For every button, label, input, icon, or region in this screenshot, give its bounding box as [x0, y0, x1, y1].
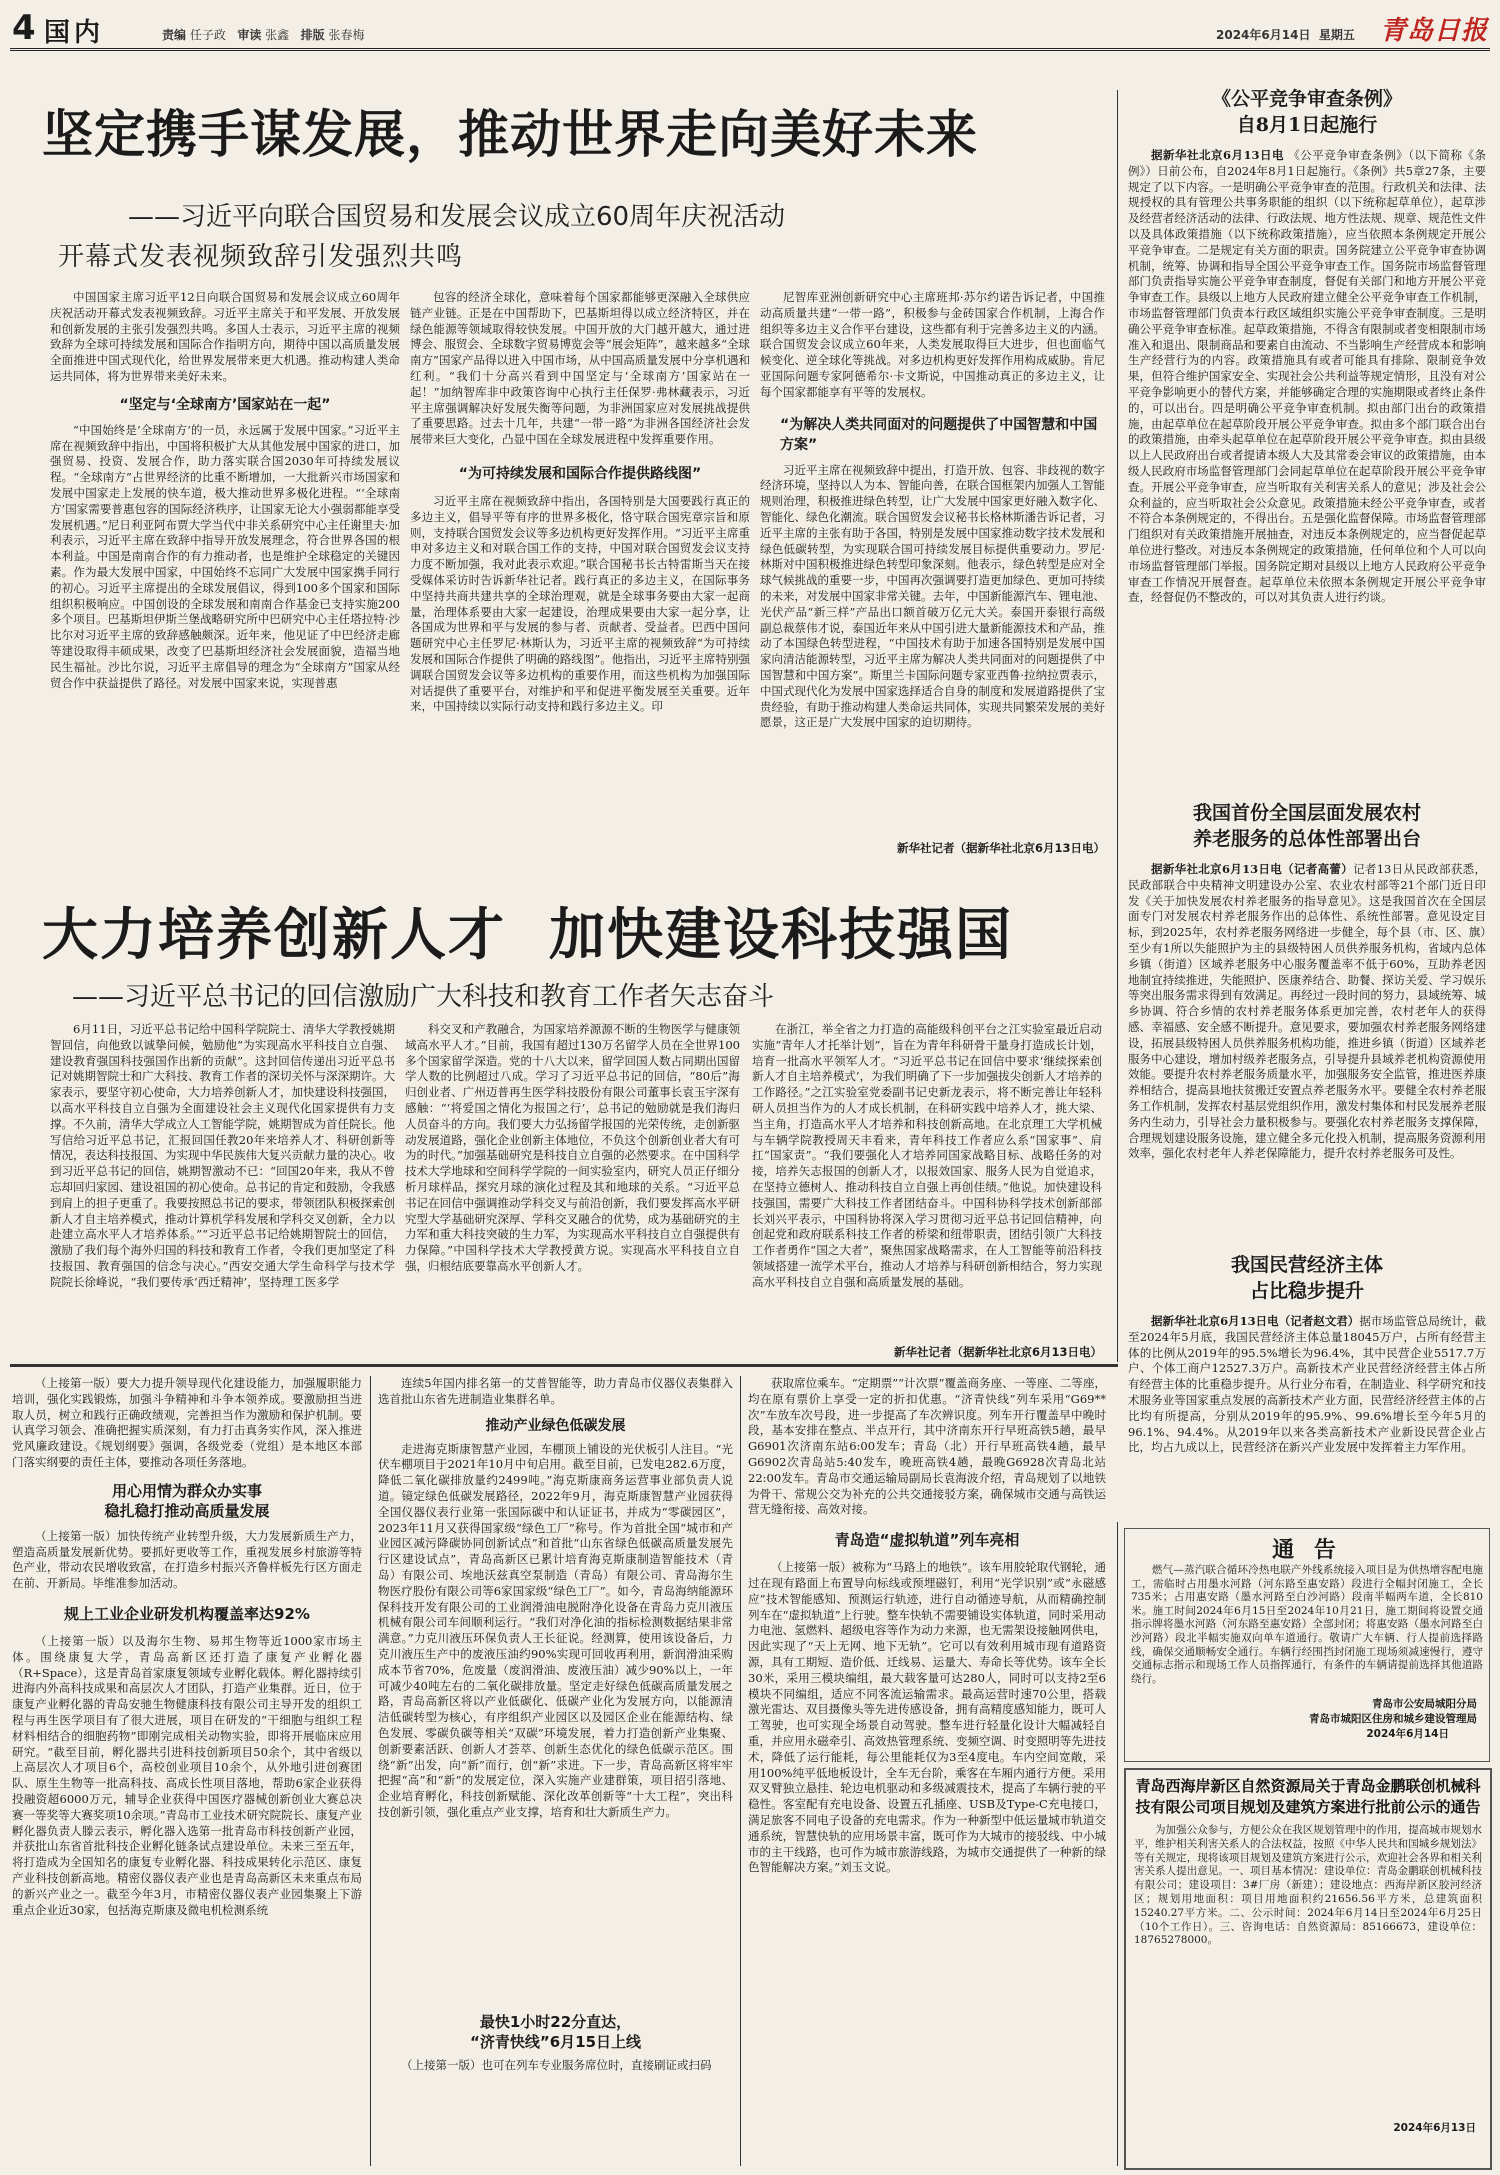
- lead-col2-text: 包容的经济全球化，意味着每个国家都能够更深融入全球供应链产业链。正是在中国帮助下，巴基斯坦得以成立经济特区，并在绿色能源等领域取得较快发展。中国开放的大门越开越大，通过进博会、服贸会、全球数字贸易博览会等“展会矩阵”，越来越多“全球南方”国家产品得以进入中国市场，从中国高质量发展中分享机遇和红利。“我们十分高兴看到中国坚定与‘全球南方’国家站在一起！”加纳智库非中政策咨询中心执行主任保罗·弗林藏表示，习近平主席强调解决好发展失衡等问题，为非洲国家应对发展挑战提供了重要思路。过去十几年，共建“一带一路”为非洲各国经济社会发展带来巨大变化，凸显中国在全球发展进程中发挥重要作用。: [410, 290, 750, 447]
- second-byline: 新华社记者（据新华社北京6月13日电）: [893, 1345, 1102, 1359]
- right-a1-body: 《公平竞争审查条例》（以下简称《条例》）日前公布，自2024年8月1日起施行。《条例》共5章27条，主要规定了以下内容。一是明确公平竞争审查的范围。行政机关和法律、法规授权的具有管理公共事务职能的组织（以下统称起草单位），起草涉及经营者经济活动的法律、行政法规、地方性法规、规章、规范性文件以及具体政策措施（以下统称政策措施），应当依照本条例规定开展公平竞争审查。二是规定有关方面的职责。国务院建立公平竞争审查协调机制，统筹、协调和指导全国公平竞争审查工作。国务院市场监督管理部门负责指导实施公平竞争审查制度，督促有关部门和地方开展公平竞争审查工作。县级以上地方人民政府建立健全公平竞争审查工作机制，市场监督管理部门负责本行政区域组织实施公平竞争审查制度。三是明确公平竞争审查标准。起草政策措施，不得含有限制或者变相限制市场准入和退出、限制商品和要素自由流动、不当影响生产经营成本和影响生产经营行为的内容。政策措施具有或者可能具有排除、限制竞争效果，但符合维护国家安全、实现社会公共利益等规定情形，且没有对公平竞争影响更小的替代方案，并能够确定合理的实施期限或者终止条件的，可以出台。四是明确公平竞争审查机制。拟由部门出台的政策措施，由起草单位在起草阶段开展公平竞争审查。拟由多个部门联合出台的政策措施，由牵头起草单位在起草阶段开展公平竞争审查。拟由县级以上人民政府出台或者提请本级人大及其常委会审议的政策措施，由本级人民政府市场监督管理部门会同起草单位在起草阶段开展公平竞争审查。开展公平竞争审查，应当听取有关利害关系人的意见；涉及社会公众利益的，应当听取社会公众意见。政策措施未经公平竞争审查，或者不符合本条例规定的，不得出台。五是强化监督保障。市场监督管理部门组织对有关政策措施开展抽查，对违反本条例规定的，应当督促起草单位进行整改。对违反本条例规定的政策措施，任何单位和个人可以向市场监督管理部门举报。国务院定期对县级以上地方人民政府公平竞争审查工作情况开展督查。起草单位未依照本条例规定开展公平竞争审查，经督促仍不整改的，可以对其负责人进行约谈。: [1128, 148, 1486, 605]
- page-number: 4: [12, 8, 36, 48]
- second-col-2: [405, 1022, 740, 1360]
- bottom-c3-sub1: 青岛造“虚拟轨道”列车亮相: [834, 1531, 1020, 1550]
- lead-headline: 坚定携手谋发展，推动世界走向美好未来: [42, 105, 979, 165]
- notice-body: 燃气—蒸汽联合循环冷热电联产外线系统接入项目是为供热增容配电施工，需临时占用墨水河路（河东路至惠安路）段进行全幅封闭施工，全长735米；占用惠安路（墨水河路至白沙河路）段南半幅两车道，全长810米。施工时间2024年6月15日至2024年10月21日，施工期间将设置交通指示牌将墨水河路（河东路至惠安路）全部封闭；将惠安路（墨水河路至白沙河路）段北半幅实施双向单车道通行。敬请广大车辆、行人提前选择路线，确保交通顺畅安全通行。车辆行经围挡封闭施工现场须减速慢行，遵守交通标志指示和现场工作人员指挥通行，有条件的车辆请提前选择其他道路绕行。: [1131, 1564, 1483, 1685]
- notice-title: 通 告: [1272, 1537, 1342, 1563]
- bottom-c1-p2: （上接第一版）加快传统产业转型升级，大力发展新质生产力，塑造高质量发展新优势。要抓好更收等工作，重视发展乡村旅游等特色产业，带动农民增收致富，在打造乡村振兴齐鲁样板先行区方面走在前、开新局。毕维准参加活动。: [12, 1528, 362, 1591]
- lead-subtitle-2: “为可持续发展和国际合作提供路线图”: [458, 465, 702, 482]
- right-a1-title-1: 《公平竞争审查条例》: [1211, 88, 1402, 110]
- planning-notice: [1124, 1768, 1492, 2170]
- lead-col1-text: 中国国家主席习近平12日向联合国贸易和发展会议成立60周年庆祝活动开幕式发表视频致辞。习近平主席关于和平发展、开放发展和创新发展的主张引发强烈共鸣。多国人士表示，习近平主席的视频致辞为全球可持续发展和国际合作指明方向，期待中国以高质量发展全面推进中国式现代化，给世界发展带来更大机遇。推动构建人类命运共同体，将为世界带来美好未来。: [50, 290, 400, 383]
- reviewer-label: 审读: [237, 28, 262, 42]
- section-name: 国内: [44, 18, 105, 48]
- right-a3-lead: 据新华社北京6月13日电: [1151, 1314, 1279, 1328]
- masthead: [10, 10, 1490, 51]
- bottom-c2-p1: 连续5年国内排名第一的艾普智能等，助力青岛市仪器仪表集群入选首批山东省先进制造业集群名单。: [378, 1376, 733, 1406]
- planning-title: 青岛西海岸新区自然资源局关于青岛金鹏联创机械科技有限公司项目规划及建筑方案进行批前公示的通告: [1135, 1777, 1481, 1816]
- bottom-c3-p1: 获取席位乘车。“定期票”“计次票”覆盖商务座、一等座、二等座，均在原有票价上享受一定的折扣优惠。“济青快线”列车采用“G69**次”车放车次号段，进一步提高了车次辨识度。列车开行覆盖早中晚时段，基本安排在整点、半点开行，其中济南东开行早班高铁5趟，最早G6901次济南东站6:00发车；青岛（北）开行早班高铁4趟，最早G6902次青岛站5:40发车，晚班高铁4趟，最晚G6928次青岛北站22:00发车。青岛市交通运输局副局长袁海波介绍，青岛规划了以地铁为骨干、常规公交为补充的公共交通接驳方案，确保城市交通与高铁运营无缝衔接、高效对接。: [748, 1376, 1106, 1517]
- right-a3-reporter: （记者赵文君）: [1278, 1314, 1360, 1328]
- right-article-1: [1128, 86, 1486, 780]
- right-a2-body: 记者13日从民政部获悉，民政部联合中央精神文明建设办公室、农业农村部等21个部门近日印发《关于加快发展农村养老服务的指导意见》。这是我国首次在全国层面专门对发展农村养老服务作出的总体性、系统性部署。意见设定目标，到2025年，农村养老服务网络进一步健全，每个县（市、区、旗）至少有1所以失能照护为主的县级特困人员供养服务机构，省域内总体乡镇（街道）区域养老服务中心服务覆盖率不低于60%，互助养老因地制宜持续推进，失能照护、医康养结合、助餐、探访关爱、学习娱乐等突出服务需求得到有效满足。再经过一段时间的努力，县域统筹、城乡协调、符合乡情的农村养老服务体系更加完善，农村老年人的获得感、幸福感、安全感不断提升。意见要求，要加强农村养老服务网络建设，拓展县级特困人员供养服务机构功能，推进乡镇（街道）区域养老服务中心建设，增加村级养老服务点，引导提升县域养老机构资源使用效能。要提升农村养老服务质量水平，加强服务安全监管，推进医养康养相结合，提高县地扶贫搬迁安置点养老服务水平。要健全农村养老服务工作机制，发挥农村基层党组织作用，激发村集体和村民发展养老服务内生动力，引导社会力量积极参与。要强化农村养老服务支撑保障，合理规划建设服务设施，建立健全多元化投入机制，提高服务资源利用效率，强化农村老年人养老保障能力，提升农村养老服务可及性。: [1128, 862, 1486, 1161]
- right-a1-lead: 据新华社北京6月13日电: [1151, 148, 1285, 162]
- bottom-c2-sub2-line1: 最快1小时22分直达，: [479, 2012, 632, 2031]
- bottom-c1-sub2: 规上工业企业研发机构覆盖率达92%: [64, 1604, 310, 1623]
- editor-label: 责编: [162, 28, 187, 42]
- right-a2-reporter: （记者高蕾）: [1282, 862, 1354, 876]
- right-a2-lead: 据新华社北京6月13日电: [1151, 862, 1283, 876]
- bottom-rule-3: [1117, 1522, 1118, 2166]
- bottom-c2-p3: （上接第一版）也可在列车专业服务席位时，直接刷证或扫码: [401, 2057, 712, 2072]
- bottom-c2-sub1: 推动产业绿色低碳发展: [485, 1417, 626, 1434]
- right-column-rule: [1117, 90, 1118, 1362]
- issue-date: 2024年6月14日: [1216, 28, 1311, 42]
- layout-editor-name: 张春梅: [328, 28, 365, 42]
- issue-weekday: 星期五: [1318, 28, 1355, 42]
- lead-col-2: [410, 290, 750, 840]
- layout-label: 排版: [300, 28, 325, 42]
- lead-col3b-text: 习近平主席在视频致辞中提出，打造开放、包容、非歧视的数字经济环境，坚持以人为本、智能向善，在联合国框架内加强人工智能规则治理，积极推进绿色转型，让广大发展中国家更好融入数字化、智能化、绿色化潮流。联合国贸发会议秘书长格林斯潘告诉记者，习近平主席的主张有助于各国，特别是发展中国家推动数字技术发展和绿色低碳转型，为实现联合国可持续发展目标提供重要动力。罗尼·林斯对中国积极推进绿色转型印象深刻。他表示，绿色转型是应对全球气候挑战的重要一步，中国再次强调要打造更加绿色、更加可持续的未来，对发展中国家非常关键。去年，中国新能源汽车、锂电池、光伏产品“新三样”产品出口额首破万亿元大关。泰国开泰银行高级副总裁蔡伟才说，泰国近年来从中国引进大量新能源技术和产品，推动了本国绿色转型进程，“中国技术有助于加速各国特别是发展中国家向清洁能源转型，习近平主席为解决人类共同面对的问题提供了中国智慧和中国方案”。斯里兰卡国际问题专家亚西鲁·拉纳拉贾表示，中国式现代化为发展中国家选择适合自身的制度和发展道路提供了宝贵经验，有助于推动构建人类命运共同体，实现共同繁荣发展的美好愿景，这正是广大发展中国家的迫切期待。: [760, 462, 1105, 730]
- notice-signer-1: 青岛市公安局城阳分局: [1372, 1698, 1477, 1710]
- notice-date: 2024年6月14日: [1366, 1728, 1449, 1740]
- second-subheadline: ——习近平总书记的回信激励广大科技和教育工作者矢志奋斗: [72, 982, 775, 1012]
- second-col3-text: 在浙江，举全省之力打造的高能级科创平台之江实验室最近启动实施“青年人才托举计划”，旨在为青年科研骨干量身打造成长计划，培育一批高水平领军人才。“习近平总书记在回信中要求‘继续探索创新人才自主培养模式’，为我们明确了下一步加强拔尖创新人才培养的工作路径。”之江实验室党委副书记史新龙表示，将不断完善让年轻科研人员担当作为的人才成长机制，在科研实践中培养人才，挑大梁、当主角，打造高水平人才培养和科技创新高地。在北京理工大学机械与车辆学院教授周天丰看来，青年科技工作者应么系“国家事”、肩扛“国家责”。“我们要强化人才培养同国家战略目标、战略任务的对接，培养矢志报国的创新人才，以报效国家、服务人民为自觉追求，在坚持立德树人、推动科技自立自强上再创佳绩。”他说。加快建设科技强国，需要广大科技工作者团结奋斗。中国科协科学技术创新部部长刘兴平表示，中国科协将深入学习贯彻习近平总书记回信精神，向创起党和政府联系科技工作者的桥梁和纽带职责，团结引领广大科技工作者勇作“国之大者”，聚焦国家战略需求，在人工智能等前沿科技领域搭建一流学术平台，推动人才培养与科研创新相结合，努力实现高水平科技自立自强和高质量发展的基础。: [752, 1022, 1102, 1289]
- right-a3-body: 据市场监管总局统计，截至2024年5月底，我国民营经济主体总量18045万户，占所有经营主体的比例从2019年的95.5%增长为96.4%，其中民营企业5517.7万户、个体工商户12527.3万户。高新技术产业民营经济经营主体占所有经营主体的比重稳步提升。从行业分布看，在制造业、科学研究和技术服务业等国家重点发展的高新技术产业方面，民营经济经营主体的占比均有所提高，分别从2019年的95.9%、99.6%增长至今年5月的96.1%、94.4%。从2019年以来各类高新技术产业新设民营企业占比，均占九成以上，民营经济在新兴产业发展中发挥着主力军作用。: [1128, 1314, 1486, 1455]
- lead-subtitle-3: “为解决人类共同面对的问题提供了中国智慧和中国方案”: [780, 416, 1098, 453]
- lead-col-1: [50, 290, 400, 840]
- second-col1-text: 6月11日，习近平总书记给中国科学院院士、清华大学教授姚期智回信，向他致以诚挚问候，勉励他“为实现高水平科技自立自强、建设教育强国科技强国作出新的贡献”。这封回信传递出习近平总书记对姚期智院士和广大科技、教育工作者的深切关怀与深深期许。大家表示，要坚守初心使命，大力培养创新人才，加快建设科技强国，以高水平科技自立自强为全面建设社会主义现代化国家提供有力支撑。不久前，清华大学成立人工智能学院，姚期智成为首任院长。他写信给习近平总书记，汇报回国任教20年来培养人才、科研创新等情况，表达科技报国、为实现中华民族伟大复兴贡献力量的决心。收到习近平总书记的回信，姚期智激动不已：“回国20年来，我从不曾忘却回归家园、建设祖国的初心使命。总书记的肯定和鼓励，令我感到肩上的担子更重了。我要按照总书记的要求，带领团队积极探索创新人才自主培养模式，推动计算机学科发展和学科交叉创新，全力以赴建立高水平人才培养体系。”“习近平总书记给姚期智院士的回信，激励了我们每个海外归国的科技和教育工作者，令我们更加坚定了科技报国、教育强国的信念与决心。”西安交通大学生命科学与技术学院院长徐峰说，“我们要传承‘西迁精神’，坚持理工医多学: [50, 1022, 395, 1289]
- second-headline: 大力培养创新人才 加快建设科技强国: [42, 902, 1013, 968]
- bottom-c1-p3: （上接第一版）以及海尔生物、易邦生物等近1000家市场主体。围绕康复大学，青岛高新区还打造了康复产业孵化器（R+Space），这是青岛首家康复领域专业孵化载体。孵化器持续引进海内外高科技成果和高层次人才团队，打造产业集群。近日，位于康复产业孵化器的青岛安驰生物健康科技有限公司主导开发的组织工程与再生医学项目有了很大进展，项目在研发的“干细胞与组织工程材料相结合的细胞药物”即刚完成相关动物实验，即将开展临床应用研究。“截至目前，孵化器共引进科技创新项目50余个，其中省级以上高层次人才项目6个，高校创业项目10余个，从外地引进创赛团队、原生生物等一批高科技、高成长性项目落地，帮助6家企业获得投融资超6000万元，辅导企业获得中国医疗器械创新创业大赛总决赛一等奖等大赛奖项10余项。”青岛市工业技术研究院院长、康复产业孵化器负责人滕云表示，孵化器入选第一批青岛市科技创新产业园，并获批山东省首批科技企业孵化链条试点建设单位。未来三至五年，将打造成为全国知名的康复专业孵化器、科技成果转化示范区、康复产业科技创新高地。精密仪器仪表产业也是青岛高新区未来重点布局的新兴产业之一。截至今年3月，市精密仪器仪表产业园集聚上下游重点企业近30家，包括海克斯康及微电机检测系统: [12, 1633, 362, 1917]
- planning-date: 2024年6月13日: [1393, 2122, 1476, 2134]
- reviewer-name: 张鑫: [265, 28, 290, 42]
- second-col-3: [752, 1022, 1102, 1342]
- bottom-c3-p2: （上接第一版）被称为“马路上的地铁”。该车用胶轮取代钢轮，通过在现有路面上布置导向标线或预埋磁钉，利用“光学识别”或“永磁感应”技术智能感知、预测运行轨迹，进行自动循迹导航，从而精确控制列车在“虚拟轨道”上行驶。整车快轨不需要铺设实体轨道，同时采用动力电池、氢燃料、超级电容等作为动力来源，也无需架设接触网供电，因此实现了“天上无网、地下无轨”。它可以有效利用城市现有道路资源，具有工期短、造价低、迁线易、运量大、寿命长等优势。该车全长30米，采用三模块编组，最大载客量可达280人，同时可以支持2至6模块不同编组，适应不同客流运输需求。最高运营时速70公里，搭载激光雷达、双目摄像头等先进传感设备，拥有高精度感知能力，既可人工驾驶，也可实现全场景自动驾驶。整车进行轻量化设计大幅减轻自重，并应用永磁牵引、高效热管理系统、变频空调、时变照明等先进技术，降低了运行能耗，每公里能耗仅为3至4度电。车内空间宽敞，采用100%纯平低地板设计，全车无台阶，乘客在车厢内通行方便。采用双叉臂独立悬挂、轮边电机驱动和多级减震技术，提高了车辆行驶的平稳性。客室配有充电设备、设置五孔插座、USB及Type-C充电接口，满足旅客不同电子设备的充电需求。作为一种新型中低运量城市轨道交通系统，智慧快轨的应用场景丰富，既可作为大城市的接驳线、中小城市的主干线路，也可作为城市旅游线路，为城市交通提供了一种新的绿色智能解决方案。”刘玉文说。: [748, 1560, 1106, 1875]
- lead-subheadline-1: ——习近平向联合国贸易和发展会议成立60周年庆祝活动: [128, 202, 786, 232]
- traffic-notice: [1124, 1528, 1490, 1762]
- right-a1-title-2: 自8月1日起施行: [1236, 114, 1378, 136]
- bottom-rule-2: [740, 1376, 741, 2166]
- bottom-col-2: [378, 1376, 733, 2166]
- right-article-2: [1128, 800, 1486, 1234]
- lead-subheadline-2: 开幕式发表视频致辞引发强烈共鸣: [58, 242, 464, 272]
- bottom-c2-p2: 走进海克斯康智慧产业园，车棚顶上铺设的光伏板引人注目。“光伏车棚项目于2021年10月中旬启用。截至目前，已发电282.6万度，降低二氧化碳排放量约2499吨。”海克斯康商务运营事业部负责人说道。镜定绿色低碳发展路径，2022年9月，海克斯康智慧产业园获得全国仪器仪表行业第一张国际碳中和认证证书，并成为“零碳园区”，2023年11月又获得国家级“绿色工厂”称号。作为首批全国“城市和产业园区减污降碳协同创新试点”和首批“山东省绿色低碳高质量发展先行区建设试点”，青岛高新区已累计培育海克斯康制造智能技术（青岛）有限公司、埃地沃兹真空泵制造（青岛）有限公司、青岛海尔生物医疗股份有限公司等6家国家级“绿色工厂”。如今，青岛海纳能源环保科技开发有限公司的工业润滑油电脱附净化设备在青岛力克川液压机械有限公司车间顺利运行。“我们对净化油的指标检测数据结果非常满意。”力克川液压环保负责人王长征说。经测算，使用该设备后，力克川液压生产中的废液压油约90%实现可回收再利用，新润滑油采购成本节省70%，危废量（废润滑油、废液压油）减少90%以上，一年可减少40吨左右的二氧化碳排放量。坚定走好绿色低碳高质量发展之路，青岛高新区将以产业低碳化、低碳产业化为发展方向，以能源清洁低碳转型为核心，有序组织产业园区以及园区企业在能源结构、绿色发展、零碳负碳等相关“双碳”环境发展，着力打造创新产业集聚、创新要素活跃、创新人才荟萃、创新生态优化的绿色低碳示范区。围绕“新”出发，向“新”而行，创“新”求进。下一步，青岛高新区将牢牢把握“高”和“新”的发展定位，深入实施产业建群策，项目招引落地、企业培育孵化，科技创新赋能、深化改革创新等“十大工程”，突出科技创新引领，强化重点产业支撑，培育和壮大新质生产力。: [378, 1441, 733, 1819]
- second-col2-text: 科交叉和产教融合，为国家培养源源不断的生物医学与健康领域高水平人才。”目前，我国有超过130万名留学人员在全世界100多个国家留学深造。党的十八大以来，留学回国人数占同期出国留学人数的比例超过八成。学习了习近平总书记的回信，“80后”海归创业者、广州迈普再生医学科技股份有限公司董事长袁玉宇深有感触：“‘将爱国之情化为报国之行’，总书记的勉励就是我们海归人员奋斗的方向。我们要大力弘扬留学报国的光荣传统，走创新驱动发展道路，强化企业创新主体地位，不负这个创新创业者大有可为的时代。”加强基础研究是科技自立自强的必然要求。在中国科学技术大学地球和空间科学学院的一间实验室内，研究人员正仔细分析月球样品，探究月球的演化过程及其和地球的关系。“习近平总书记在回信中强调推动学科交叉与前沿创新，我们要发挥高水平研究型大学基础研究深厚、学科交叉融合的优势，成为基础研究的主力军和重大科技突破的生力军，为实现高水平科技自立自强提供有力保障。”中国科学技术大学教授黄方说。实现高水平科技自立自强，归根结底要靠高水平创新人才。: [405, 1022, 740, 1273]
- right-a3-title-1: 我国民营经济主体: [1230, 1254, 1383, 1276]
- notice-signer-2: 青岛市城阳区住房和城乡建设管理局: [1309, 1713, 1477, 1725]
- bottom-c1-sub1-line1: 用心用情为群众办实事: [111, 1481, 262, 1500]
- bottom-col-1: [12, 1376, 362, 2166]
- section-divider: [10, 1364, 1118, 1367]
- date-line: [1216, 26, 1355, 43]
- lead-col2b-text: 习近平主席在视频致辞中指出，各国特别是大国要践行真正的多边主义，倡导平等有序的世界多极化，恪守联合国宪章宗旨和原则，支持联合国贸发会议等多边机构更好发挥作用。“习近平主席重申对多边主义和对联合国工作的支持，中国对联合国贸发会议支持力度不断加强，我对此表示欢迎。”联合国秘书长古特雷斯当天在接受媒体采访时告诉新华社记者。践行真正的多边主义，在国际事务中坚持共商共建共享的全球治理观，就是全球事务要由大家一起商量，治理体系要由大家一起建设，治理成果要由大家一起分享，让各国成为世界和平与发展的参与者、贡献者、受益者。巴西中国问题研究中心主任罗尼·林斯认为，习近平主席的视频致辞“为可持续发展和国际合作提供了明确的路线图”。他指出，习近平主席特别强调联合国贸发会议等多边机构的重要作用，而这些机构为加强国际对话提供了重要平台，对维护和平和促进平衡发展至关重要。近年来，中国持续以实际行动支持和践行多边主义。印: [410, 493, 750, 714]
- planning-body: 为加强公众参与，方便公众在我区规划管理中的作用，提高城市规划水平，维护相关利害关系人的合法权益，按照《中华人民共和国城乡规划法》等有关规定，现将该项目规划及建筑方案进行公示，欢迎社会各界和相关利害关系人提出意见。一、项目基本情况：建设单位：青岛金鹏联创机械科技有限公司；建设项目：3#厂房（新建）；建设地点：西海岸新区胶河经济区；规划用地面积：项目用地面积约21656.56平方米，总建筑面积15240.27平方米。二、公示时间：2024年6月14日至2024年6月25日（10个工作日）。三、咨询电话：自然资源局：85166673，建设单位：18765278000。: [1134, 1824, 1482, 1947]
- lead-col-3: [760, 290, 1105, 820]
- paper-logo: 青岛日报: [1380, 16, 1489, 46]
- bottom-c2-sub2-line2: “济青快线”6月15日上线: [469, 2032, 642, 2051]
- second-col-1: [50, 1022, 395, 1360]
- lead-col3-text: 尼智库亚洲创新研究中心主席班邦·苏尔约诺告诉记者，中国推动高质量共建“一带一路”，积极参与金砖国家合作机制，上海合作组织等多边主义合作平台建设，这些都有利于完善多边主义的内涵。联合国贸发会议成立60年来，人类发展取得巨大进步，但也面临气候变化、逆全球化等挑战。对多边机构更好发挥作用构成威胁。肯尼亚国际问题专家阿德希尔·卡文斯说，中国推动真正的多边主义，让每个国家都能享有平等的发展权。: [760, 290, 1105, 399]
- bottom-c1-p1: （上接第一版）要大力提升领导现代化建设能力，加强履职能力培训，强化实践锻炼，加强斗争精神和斗争本领养成。要激励担当进取人员，树立和践行正确政绩观，完善担当作为激励和保护机制。要认真学习领会、准确把握实质深刻，有力打击真务实作风，深入推进党风廉政建设。《规划纲要》强调，各级党委（党组）是本地区本部门落实纲要的责任主体，要推动各项任务落地。: [12, 1376, 362, 1469]
- right-a2-title-2: 养老服务的总体性部署出台: [1192, 828, 1421, 850]
- bottom-rule-1: [370, 1376, 371, 2166]
- lead-col1b-text: “中国始终是‘全球南方’的一员，永远属于发展中国家。”习近平主席在视频致辞中指出，中国将积极扩大从其他发展中国家的进口，加强贸易、投资、发展合作，助力落实联合国2030年可持续发展议程。“全球南方”占世界经济的比重不断增加，一大批新兴市场国家和发展中国家走上发展的快车道，极大推动世界多极化进程。“‘全球南方’国家需要普惠包容的国际经济秩序，让国家无论大小强弱都能享受发展机遇。”尼日利亚阿布贾大学当代中非关系研究中心主任谢里夫·加利表示，习近平主席在致辞中指导开放发展理念，符合世界各国的根本利益。中国是南南合作的有力推动者，也是维护全球稳定的关键因素。作为最大发展中国家，中国始终不忘同广大发展中国家携手同行的初心。习近平主席提出的全球发展倡议，得到100多个国家和国际组织积极响应。中国创设的全球发展和南南合作基金已支持实施200多个项目。巴基斯坦伊斯兰堡战略研究所中巴研究中心主任塔拉特·沙比尔对习近平主席的致辞感触颇深。近年来，他见证了中巴经济走廊等建设取得丰硕成果，改变了巴基斯坦经济社会发展面貌，造福当地民生福祉。沙比尔说，习近平主席倡导的理念为“全球南方”国家从经贸合作中获益提供了路径。对发展中国家来说，实现普惠: [50, 422, 400, 690]
- lead-subtitle-1: “坚定与‘全球南方’国家站在一起”: [119, 396, 331, 413]
- right-a3-title-2: 占比稳步提升: [1249, 1280, 1364, 1302]
- lead-byline: 新华社记者（据新华社北京6月13日电）: [896, 841, 1105, 855]
- bottom-col-3: [748, 1376, 1106, 2166]
- right-a2-title-1: 我国首份全国层面发展农村: [1192, 802, 1421, 824]
- editor-credits: [162, 26, 364, 43]
- editor-name: 任子政: [189, 28, 226, 42]
- bottom-c1-sub1-line2: 稳扎稳打推动高质量发展: [104, 1501, 270, 1520]
